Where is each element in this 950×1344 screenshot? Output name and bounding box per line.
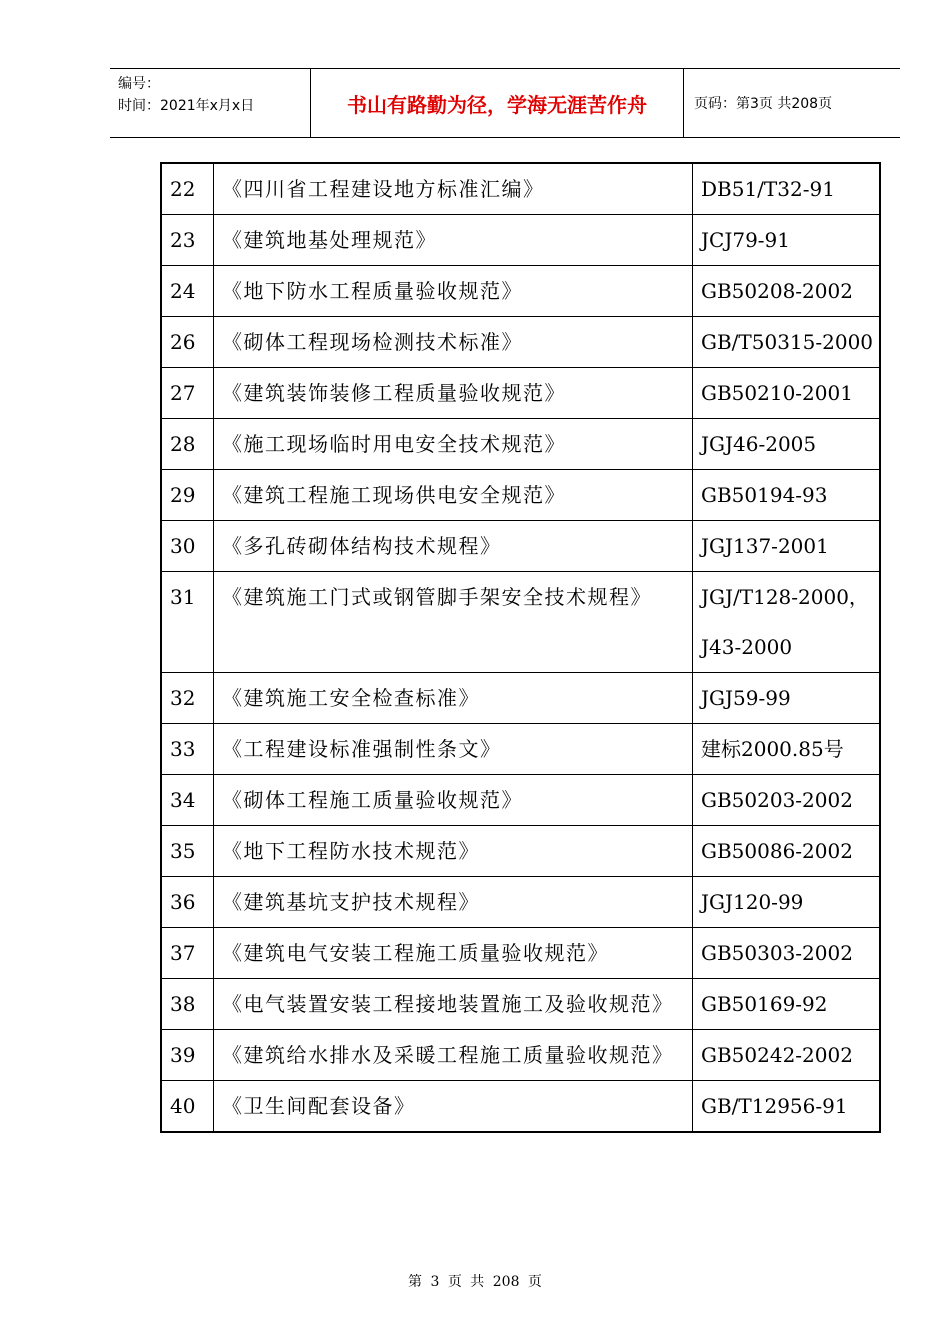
standard-code: GB50194-93 (693, 470, 881, 521)
table-row (161, 521, 880, 572)
standard-code: GB50203-2002 (693, 775, 881, 826)
row-number: 31 (161, 572, 214, 673)
table-row (161, 419, 880, 470)
row-number: 23 (161, 215, 214, 266)
standard-code: GB50169-92 (693, 979, 881, 1030)
standard-code: GB/T12956-91 (693, 1081, 881, 1133)
standard-title: 《卫生间配套设备》 (214, 1081, 693, 1133)
row-number: 38 (161, 979, 214, 1030)
standard-title: 《建筑电气安装工程施工质量验收规范》 (214, 928, 693, 979)
table-row (161, 368, 880, 419)
table-row (161, 928, 880, 979)
row-number: 26 (161, 317, 214, 368)
row-number: 29 (161, 470, 214, 521)
row-number: 35 (161, 826, 214, 877)
row-number: 40 (161, 1081, 214, 1133)
header-motto: 书山有路勤为径，学海无涯苦作舟 (310, 69, 684, 137)
standard-code: GB/T50315-2000 (693, 317, 881, 368)
standard-title: 《施工现场临时用电安全技术规范》 (214, 419, 693, 470)
standard-code: DB51/T32-91 (693, 163, 881, 215)
standard-code: GB50303-2002 (693, 928, 881, 979)
standard-code: JGJ46-2005 (693, 419, 881, 470)
row-number: 39 (161, 1030, 214, 1081)
table-row (161, 877, 880, 928)
standard-code: JGJ59-99 (693, 673, 881, 724)
table-row (161, 673, 880, 724)
standard-title: 《多孔砖砌体结构技术规程》 (214, 521, 693, 572)
standard-code: GB50242-2002 (693, 1030, 881, 1081)
number-label: 编号： (118, 76, 160, 92)
time-label: 时间：2021年x月x日 (118, 98, 255, 114)
row-number: 33 (161, 724, 214, 775)
standard-code: JGJ137-2001 (693, 521, 881, 572)
standard-title: 《工程建设标准强制性条文》 (214, 724, 693, 775)
standard-title: 《地下工程防水技术规范》 (214, 826, 693, 877)
table-row (161, 1081, 880, 1133)
standard-code: GB50210-2001 (693, 368, 881, 419)
table-row (161, 979, 880, 1030)
standard-title: 《建筑给水排水及采暖工程施工质量验收规范》 (214, 1030, 693, 1081)
page-header (110, 68, 900, 138)
standard-title: 《地下防水工程质量验收规范》 (214, 266, 693, 317)
page-footer: 第 3 页 共 208 页 (408, 1274, 542, 1290)
row-number: 24 (161, 266, 214, 317)
table-row (161, 163, 880, 215)
standard-title: 《四川省工程建设地方标准汇编》 (214, 163, 693, 215)
standard-code: JGJ/T128-2000，J43-2000 (693, 572, 881, 673)
header-meta (110, 69, 310, 137)
standards-table (160, 162, 881, 1133)
standard-title: 《建筑工程施工现场供电安全规范》 (214, 470, 693, 521)
row-number: 34 (161, 775, 214, 826)
standard-title: 《砌体工程施工质量验收规范》 (214, 775, 693, 826)
standard-code: GB50086-2002 (693, 826, 881, 877)
table-row (161, 215, 880, 266)
row-number: 37 (161, 928, 214, 979)
standard-code: GB50208-2002 (693, 266, 881, 317)
standard-title: 《建筑装饰装修工程质量验收规范》 (214, 368, 693, 419)
table-row (161, 724, 880, 775)
table-row (161, 1030, 880, 1081)
row-number: 30 (161, 521, 214, 572)
table-row (161, 266, 880, 317)
table-row (161, 826, 880, 877)
row-number: 28 (161, 419, 214, 470)
standard-title: 《建筑施工门式或钢管脚手架安全技术规程》 (214, 572, 693, 673)
standards-table-body (161, 163, 880, 1132)
table-row (161, 572, 880, 673)
standard-title: 《电气装置安装工程接地装置施工及验收规范》 (214, 979, 693, 1030)
row-number: 36 (161, 877, 214, 928)
standard-code: 建标2000.85号 (693, 724, 881, 775)
table-row (161, 775, 880, 826)
standard-title: 《建筑地基处理规范》 (214, 215, 693, 266)
standard-code: JGJ120-99 (693, 877, 881, 928)
standards-table-container (160, 162, 881, 1133)
standard-title: 《建筑基坑支护技术规程》 (214, 877, 693, 928)
row-number: 22 (161, 163, 214, 215)
row-number: 32 (161, 673, 214, 724)
standard-title: 《建筑施工安全检查标准》 (214, 673, 693, 724)
table-row (161, 470, 880, 521)
header-page-info: 页码：第3页 共208页 (694, 96, 833, 112)
standard-title: 《砌体工程现场检测技术标准》 (214, 317, 693, 368)
table-row (161, 317, 880, 368)
standard-code: JCJ79-91 (693, 215, 881, 266)
row-number: 27 (161, 368, 214, 419)
